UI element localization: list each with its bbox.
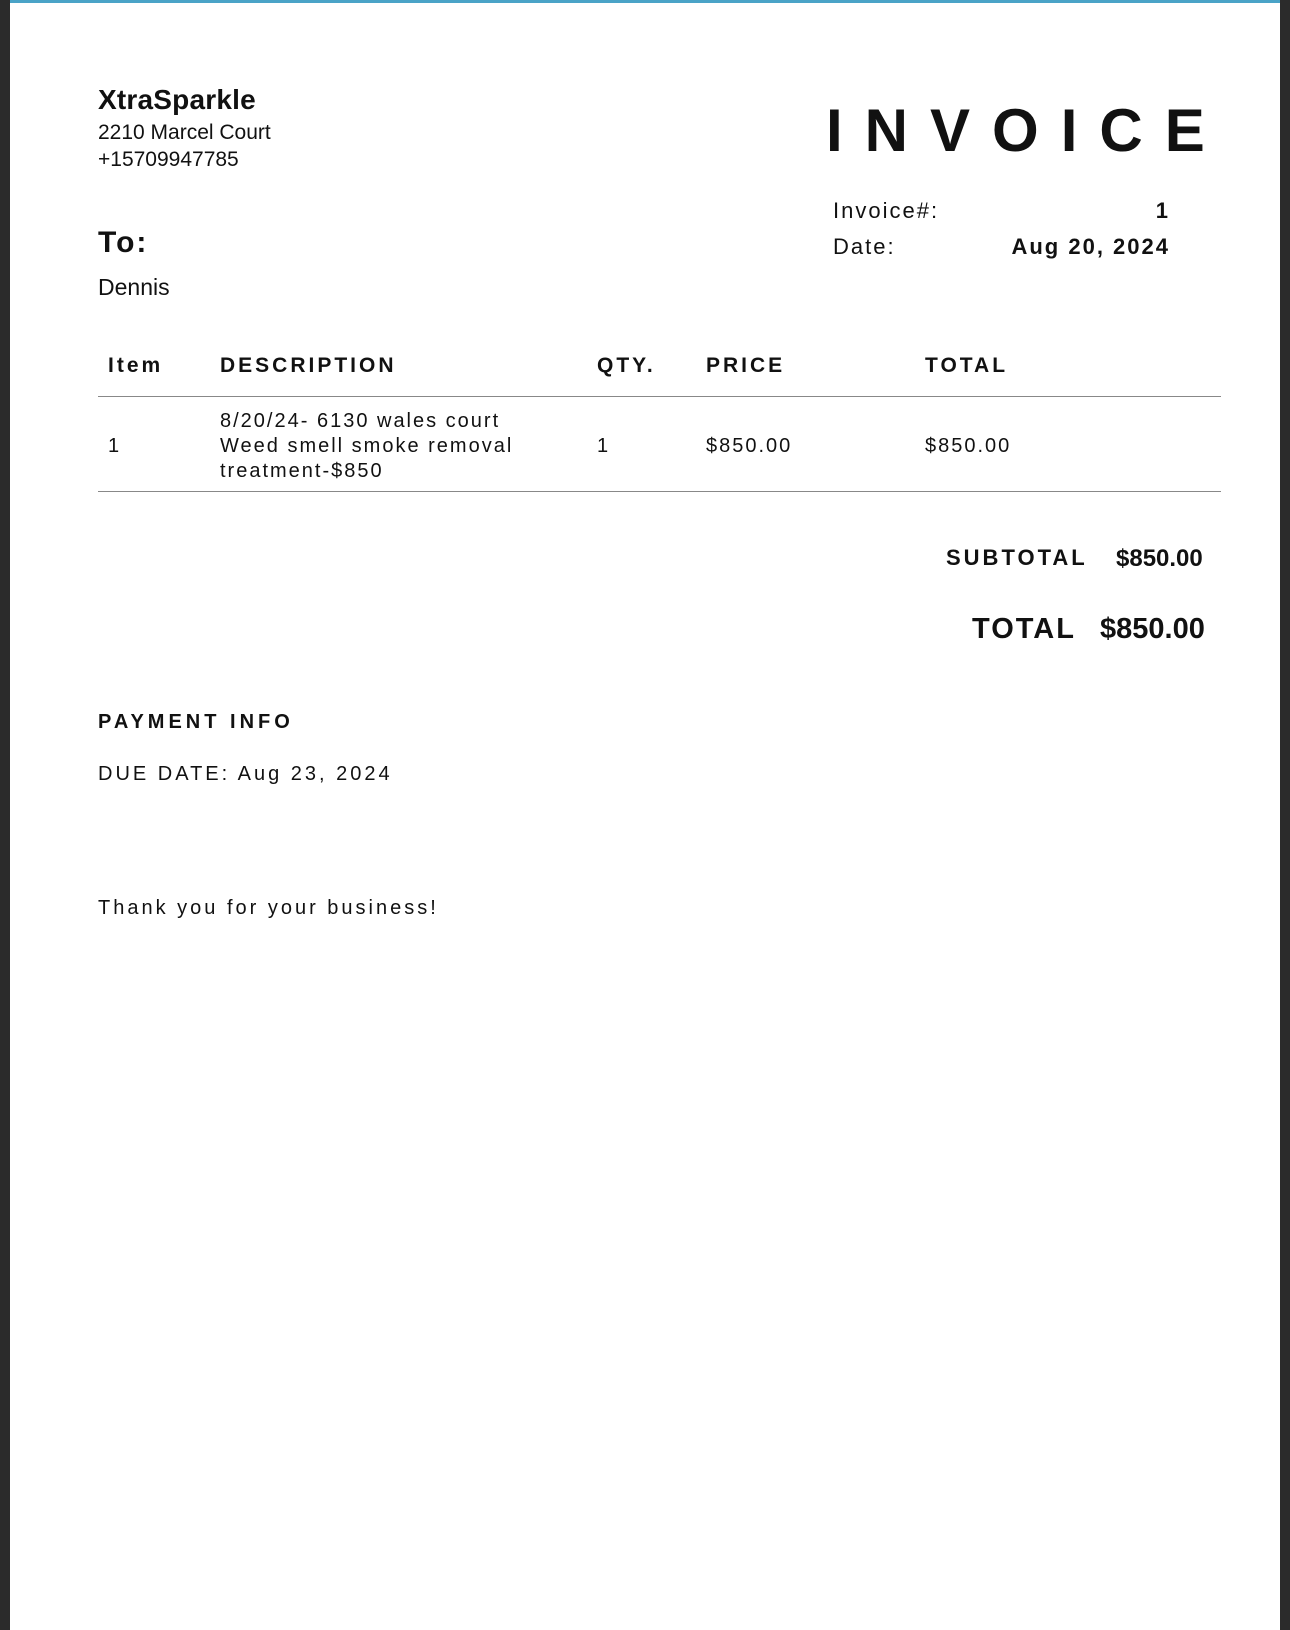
due-date-value: Aug 23, 2024 [237, 763, 393, 785]
invoice-title: INVOICE [826, 97, 1227, 164]
invoice-date-label: Date: [833, 234, 896, 259]
thank-you-note: Thank you for your business! [98, 897, 439, 919]
subtotal-value: $850.00 [1116, 545, 1203, 572]
table-header-divider [98, 396, 1221, 397]
row-description-line-2: Weed smell smoke removal [220, 435, 514, 457]
due-date-line [98, 763, 393, 786]
row-price: $850.00 [706, 435, 793, 457]
column-header-item: Item [108, 354, 164, 377]
invoice-date: Aug 20, 2024 [1011, 234, 1170, 259]
row-description-line-1: 8/20/24- 6130 wales court [220, 410, 501, 432]
column-header-description: DESCRIPTION [220, 354, 397, 377]
total-label: TOTAL [972, 613, 1076, 645]
table-bottom-divider [98, 491, 1221, 492]
company-name: XtraSparkle [98, 84, 256, 115]
invoice-number-label: Invoice#: [833, 198, 940, 223]
subtotal-label: SUBTOTAL [946, 545, 1088, 570]
row-total: $850.00 [925, 435, 1012, 457]
invoice-page [10, 0, 1280, 1630]
column-header-total: TOTAL [925, 354, 1009, 377]
company-phone: +15709947785 [98, 148, 239, 171]
payment-info-heading: PAYMENT INFO [98, 711, 294, 733]
column-header-qty: QTY. [597, 354, 656, 377]
column-header-price: PRICE [706, 354, 786, 377]
recipient-name: Dennis [98, 274, 170, 300]
row-item: 1 [108, 435, 122, 457]
invoice-number: 1 [1155, 198, 1170, 223]
total-value: $850.00 [1100, 613, 1205, 645]
company-address: 2210 Marcel Court [98, 121, 271, 144]
top-accent-bar [10, 0, 1280, 3]
due-date-label: DUE DATE: [98, 763, 231, 785]
row-qty: 1 [597, 435, 611, 457]
recipient-label: To: [98, 226, 149, 259]
row-description-line-3: treatment-$850 [220, 460, 384, 482]
